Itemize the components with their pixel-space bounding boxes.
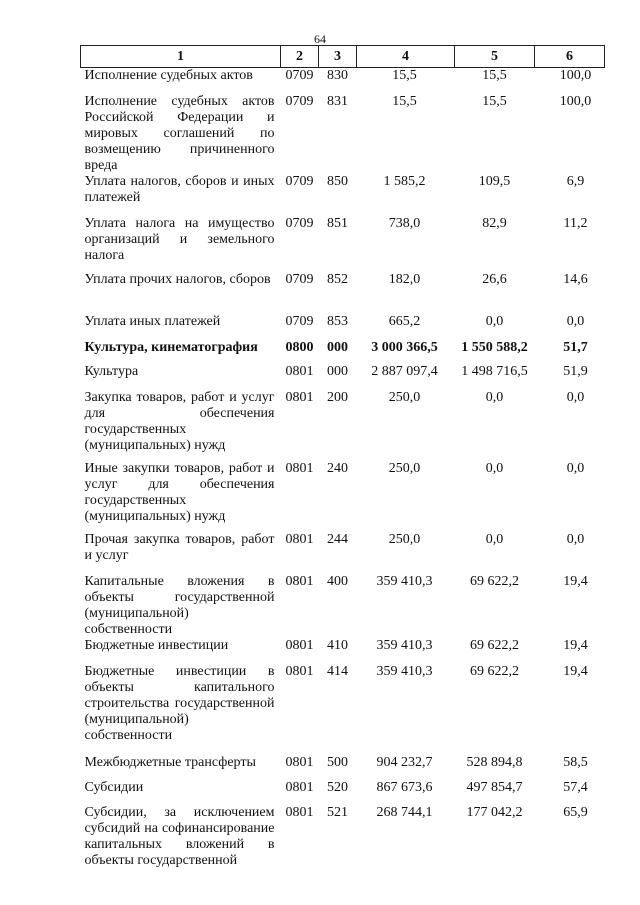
row-actual-value: 15,5	[482, 93, 507, 109]
table-row	[81, 461, 605, 532]
row-actual-value: 0,0	[485, 531, 504, 547]
row-type-code: 852	[327, 271, 348, 287]
row-planned-value: 359 410,3	[376, 663, 433, 679]
row-percent-value: 51,7	[563, 339, 588, 355]
row-section-code: 0801	[285, 573, 314, 589]
row-section-code: 0709	[285, 68, 314, 83]
row-percent-value: 0,0	[566, 313, 585, 329]
row-section-code: 0709	[285, 93, 314, 109]
header-col-5: 5	[455, 46, 535, 68]
row-planned-value: 250,0	[388, 531, 421, 547]
row-percent-value: 19,4	[563, 663, 588, 679]
row-percent-value: 51,9	[563, 363, 588, 379]
row-section-code: 0801	[285, 663, 314, 679]
row-planned-value: 359 410,3	[376, 637, 433, 653]
row-type-code: 500	[327, 754, 348, 770]
row-section-code: 0800	[285, 339, 314, 355]
row-type-code: 400	[327, 573, 348, 589]
row-name: Уплата прочих налогов, сборов	[84, 271, 271, 287]
table-header-row	[81, 46, 605, 68]
row-actual-value: 177 042,2	[466, 804, 523, 820]
row-planned-value: 268 744,1	[376, 804, 433, 820]
row-actual-value: 1 498 716,5	[461, 363, 528, 379]
row-name: Субсидии, за исключением субсидий на софинансирование капитальных вложений в объекты государственной	[84, 804, 275, 868]
row-actual-value: 82,9	[482, 215, 507, 231]
row-actual-value: 69 622,2	[470, 573, 519, 589]
header-col-3: 3	[319, 46, 357, 68]
table-row	[81, 272, 605, 314]
header-col-6: 6	[535, 46, 605, 68]
row-planned-value: 182,0	[388, 271, 421, 287]
row-name: Исполнение судебных актов	[84, 68, 253, 83]
row-percent-value: 19,4	[563, 573, 588, 589]
row-percent-value: 0,0	[566, 389, 585, 405]
row-type-code: 831	[327, 93, 348, 109]
table-row	[81, 340, 605, 364]
row-type-code: 414	[327, 663, 348, 679]
row-percent-value: 57,4	[563, 779, 588, 795]
row-actual-value: 528 894,8	[466, 754, 523, 770]
row-type-code: 000	[327, 339, 348, 355]
table-row	[81, 755, 605, 780]
table-row	[81, 574, 605, 638]
row-planned-value: 665,2	[388, 313, 421, 329]
row-name: Бюджетные инвестиции	[84, 637, 229, 653]
row-planned-value: 1 585,2	[383, 173, 426, 189]
row-section-code: 0801	[285, 460, 314, 476]
row-percent-value: 14,6	[563, 271, 588, 287]
header-col-2: 2	[281, 46, 319, 68]
table-row	[81, 664, 605, 755]
row-actual-value: 69 622,2	[470, 637, 519, 653]
row-name: Уплата иных платежей	[84, 313, 221, 329]
table-row	[81, 314, 605, 340]
row-type-code: 520	[327, 779, 348, 795]
row-type-code: 200	[327, 389, 348, 405]
row-name: Капитальные вложения в объекты государственной (муниципальной) собственности	[84, 573, 275, 637]
row-type-code: 851	[327, 215, 348, 231]
row-name: Межбюджетные трансферты	[84, 754, 256, 770]
row-name: Культура	[84, 363, 139, 379]
row-name: Прочая закупка товаров, работ и услуг	[84, 531, 275, 563]
row-planned-value: 359 410,3	[376, 573, 433, 589]
header-col-4: 4	[357, 46, 455, 68]
row-section-code: 0709	[285, 215, 314, 231]
table-row	[81, 68, 605, 94]
budget-table	[80, 45, 605, 869]
row-percent-value: 6,9	[566, 173, 585, 189]
row-type-code: 521	[327, 804, 348, 820]
table-row	[81, 805, 605, 869]
table-row	[81, 532, 605, 574]
row-type-code: 244	[327, 531, 348, 547]
table-row	[81, 364, 605, 390]
row-planned-value: 738,0	[388, 215, 421, 231]
row-type-code: 240	[327, 460, 348, 476]
table-body	[81, 68, 605, 869]
row-section-code: 0801	[285, 779, 314, 795]
row-section-code: 0801	[285, 754, 314, 770]
row-actual-value: 497 854,7	[466, 779, 523, 795]
row-name: Уплата налогов, сборов и иных платежей	[84, 173, 275, 205]
row-planned-value: 904 232,7	[376, 754, 433, 770]
page-number: 64	[314, 32, 326, 46]
row-actual-value: 26,6	[482, 271, 507, 287]
row-percent-value: 65,9	[563, 804, 588, 820]
row-section-code: 0801	[285, 804, 314, 820]
row-planned-value: 15,5	[392, 68, 417, 83]
row-name: Культура, кинематография	[84, 339, 258, 355]
row-actual-value: 0,0	[485, 389, 504, 405]
row-section-code: 0801	[285, 389, 314, 405]
table-row	[81, 390, 605, 461]
table-row	[81, 780, 605, 805]
row-percent-value: 11,2	[563, 215, 588, 231]
row-type-code: 410	[327, 637, 348, 653]
row-section-code: 0801	[285, 637, 314, 653]
table-row	[81, 216, 605, 272]
row-name: Уплата налога на имущество организаций и земельного налога	[84, 215, 275, 263]
row-name: Исполнение судебных актов Российской Федерации и мировых соглашений по возмещению причиненного вреда	[84, 93, 275, 173]
table-row	[81, 174, 605, 216]
row-planned-value: 3 000 366,5	[371, 339, 438, 355]
row-type-code: 000	[327, 363, 348, 379]
row-planned-value: 250,0	[388, 460, 421, 476]
row-actual-value: 69 622,2	[470, 663, 519, 679]
row-name: Субсидии	[84, 779, 144, 795]
row-name: Бюджетные инвестиции в объекты капитального строительства государственной (муниципальной) собственности	[84, 663, 275, 743]
row-planned-value: 2 887 097,4	[371, 363, 438, 379]
table-row	[81, 94, 605, 174]
row-planned-value: 867 673,6	[376, 779, 433, 795]
row-percent-value: 100,0	[559, 93, 592, 109]
row-section-code: 0709	[285, 271, 314, 287]
row-type-code: 850	[327, 173, 348, 189]
row-section-code: 0801	[285, 363, 314, 379]
row-planned-value: 15,5	[392, 93, 417, 109]
row-section-code: 0709	[285, 313, 314, 329]
row-section-code: 0801	[285, 531, 314, 547]
header-col-1: 1	[81, 46, 281, 68]
row-actual-value: 109,5	[478, 173, 511, 189]
row-actual-value: 0,0	[485, 460, 504, 476]
row-type-code: 853	[327, 313, 348, 329]
row-percent-value: 0,0	[566, 531, 585, 547]
row-actual-value: 0,0	[485, 313, 504, 329]
table-row	[81, 638, 605, 664]
row-percent-value: 0,0	[566, 460, 585, 476]
row-percent-value: 100,0	[559, 68, 592, 83]
row-type-code: 830	[327, 68, 348, 83]
row-section-code: 0709	[285, 173, 314, 189]
row-name: Закупка товаров, работ и услуг для обеспечения государственных (муниципальных) нужд	[84, 389, 275, 453]
row-planned-value: 250,0	[388, 389, 421, 405]
row-percent-value: 58,5	[563, 754, 588, 770]
row-name: Иные закупки товаров, работ и услуг для обеспечения государственных (муниципальных) нужд	[84, 460, 275, 524]
row-percent-value: 19,4	[563, 637, 588, 653]
row-actual-value: 15,5	[482, 68, 507, 83]
row-actual-value: 1 550 588,2	[461, 339, 528, 355]
